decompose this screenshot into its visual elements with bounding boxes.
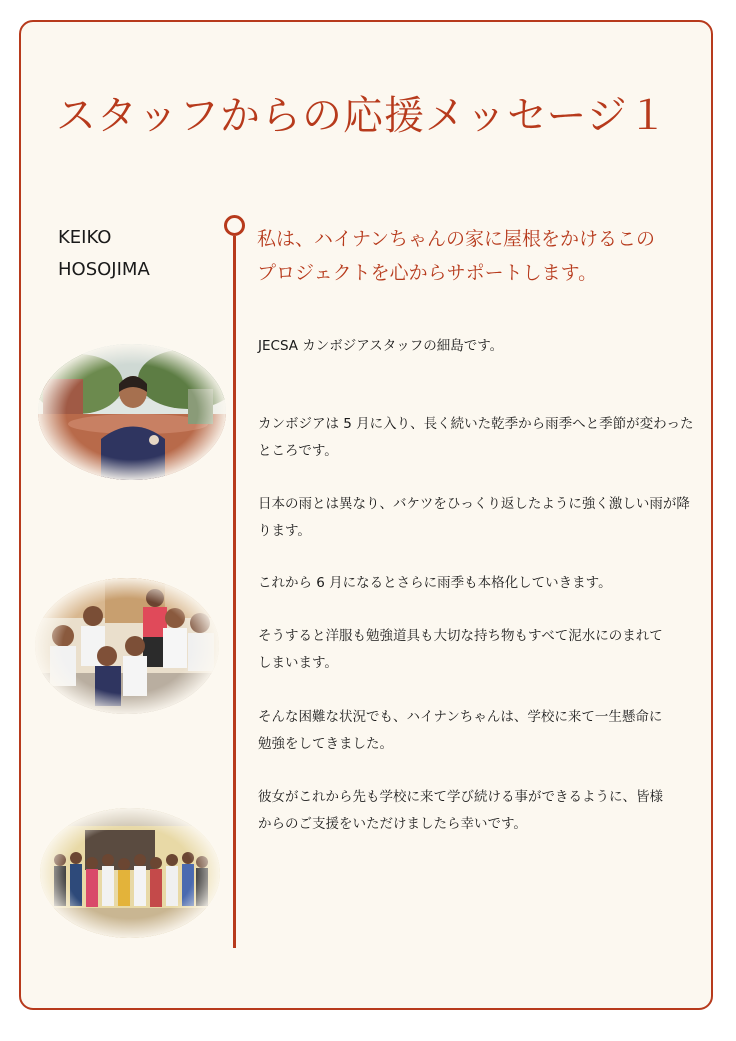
author-first-name: KEIKO <box>58 227 112 248</box>
paragraph-line: ります。 <box>258 523 311 539</box>
lead-message <box>257 222 697 290</box>
paragraph-study <box>258 704 688 758</box>
paragraph-line: そんな困難な状況でも、ハイナンちゃんは、学校に来て一生懸命に <box>258 709 663 725</box>
paragraph-line: これから 6 月になるとさらに雨季も本格化していきます。 <box>258 575 612 591</box>
paragraph-line: カンボジアは 5 月に入り、長く続いた乾季から雨季へと季節が変わった <box>258 416 694 432</box>
paragraph-june <box>258 570 688 597</box>
paragraph-line: そうすると洋服も勉強道具も大切な持ち物もすべて泥水にのまれて <box>258 628 663 644</box>
timeline-node <box>224 215 245 236</box>
paragraph-line: しまいます。 <box>258 655 338 671</box>
paragraph-rain <box>258 491 688 545</box>
children-group-photo <box>35 578 219 714</box>
author-name <box>58 222 150 286</box>
lead-line-1: 私は、ハイナンちゃんの家に屋根をかけるこの <box>257 228 656 250</box>
lead-line-2: プロジェクトを心からサポートします。 <box>257 262 598 284</box>
paragraph-line: からのご支援をいただけましたら幸いです。 <box>258 816 527 832</box>
page-title: スタッフからの応援メッセージ１ <box>56 93 669 139</box>
paragraph-appeal <box>258 784 688 838</box>
paragraph-mud <box>258 623 688 677</box>
author-last-name: HOSOJIMA <box>58 259 150 280</box>
paragraph-line: 勉強をしてきました。 <box>258 736 393 752</box>
timeline-line <box>233 236 236 948</box>
paragraph-intro <box>258 333 688 360</box>
paragraph-line: JECSA カンボジアスタッフの細島です。 <box>258 338 504 354</box>
paragraph-season <box>258 411 694 465</box>
paragraph-line: 日本の雨とは異なり、バケツをひっくり返したように強く激しい雨が降 <box>258 496 690 512</box>
paragraph-line: ところです。 <box>258 443 338 459</box>
school-group-photo <box>40 808 220 938</box>
staff-portrait-photo <box>38 344 226 480</box>
paragraph-line: 彼女がこれから先も学校に来て学び続ける事ができるように、皆様 <box>258 789 663 805</box>
